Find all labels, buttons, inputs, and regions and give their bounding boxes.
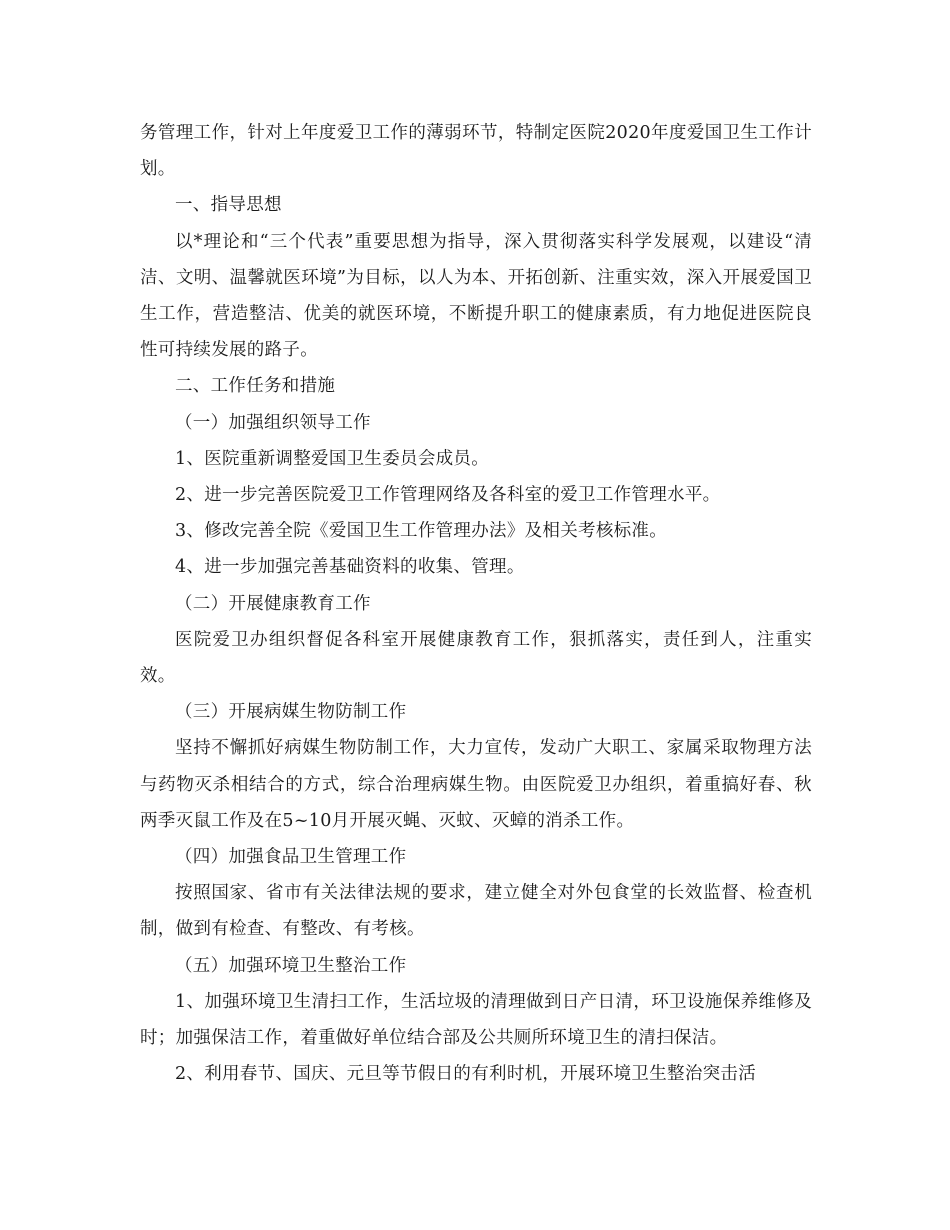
list-item-environment-2: 2、利用春节、国庆、元旦等节假日的有利时机，开展环境卫生整治突击活 <box>175 1064 757 1085</box>
paragraph-intro-continued: 务管理工作，针对上年度爱卫工作的薄弱环节，特制定医院2020年度爱国卫生工作计划。 <box>140 123 812 180</box>
subheading-food-hygiene: （四）加强食品卫生管理工作 <box>175 847 407 868</box>
subheading-health-education: （二）开展健康教育工作 <box>175 593 371 614</box>
list-item-4: 4、进一步加强完善基础资料的收集、管理。 <box>175 557 525 578</box>
list-item-1: 1、医院重新调整爱国卫生委员会成员。 <box>175 448 490 469</box>
paragraph-vector-control: 坚持不懈抓好病媒生物防制工作，大力宣传，发动广大职工、家属采取物理方法与药物灭杀相结合的方式，综合治理病媒生物。由医院爱卫办组织，着重搞好春、秋两季灭鼠工作及在5~10月开展灭蝇、灭蚊、灭蟑的消杀工作。 <box>140 738 812 831</box>
paragraph-guiding-ideology: 以*理论和“三个代表”重要思想为指导，深入贯彻落实科学发展观，以建设“清洁、文明、温馨就医环境”为目标，以人为本、开拓创新、注重实效，深入开展爱国卫生工作，营造整洁、优美的就医环境，不断提升职工的健康素质，有力地促进医院良性可持续发展的路子。 <box>140 231 812 361</box>
heading-guiding-ideology: 一、指导思想 <box>175 195 282 216</box>
subheading-organization: （一）加强组织领导工作 <box>175 412 371 433</box>
subheading-vector-control: （三）开展病媒生物防制工作 <box>175 702 407 723</box>
document-body <box>140 115 812 1092</box>
list-item-2: 2、进一步完善医院爱卫工作管理网络及各科室的爱卫工作管理水平。 <box>175 485 721 506</box>
list-item-3: 3、修改完善全院《爱国卫生工作管理办法》及相关考核标准。 <box>175 521 668 542</box>
subheading-environment: （五）加强环境卫生整治工作 <box>175 955 407 976</box>
heading-tasks-measures: 二、工作任务和措施 <box>175 376 336 397</box>
paragraph-food-hygiene: 按照国家、省市有关法律法规的要求，建立健全对外包食堂的长效监督、检查机制，做到有检查、有整改、有考核。 <box>140 883 812 940</box>
paragraph-health-education: 医院爱卫办组织督促各科室开展健康教育工作，狠抓落实，责任到人，注重实效。 <box>140 629 812 687</box>
list-item-environment-1: 1、加强环境卫生清扫工作，生活垃圾的清理做到日产日清，环卫设施保养维修及时；加强保洁工作，着重做好单位结合部及公共厕所环境卫生的清扫保洁。 <box>140 991 812 1049</box>
